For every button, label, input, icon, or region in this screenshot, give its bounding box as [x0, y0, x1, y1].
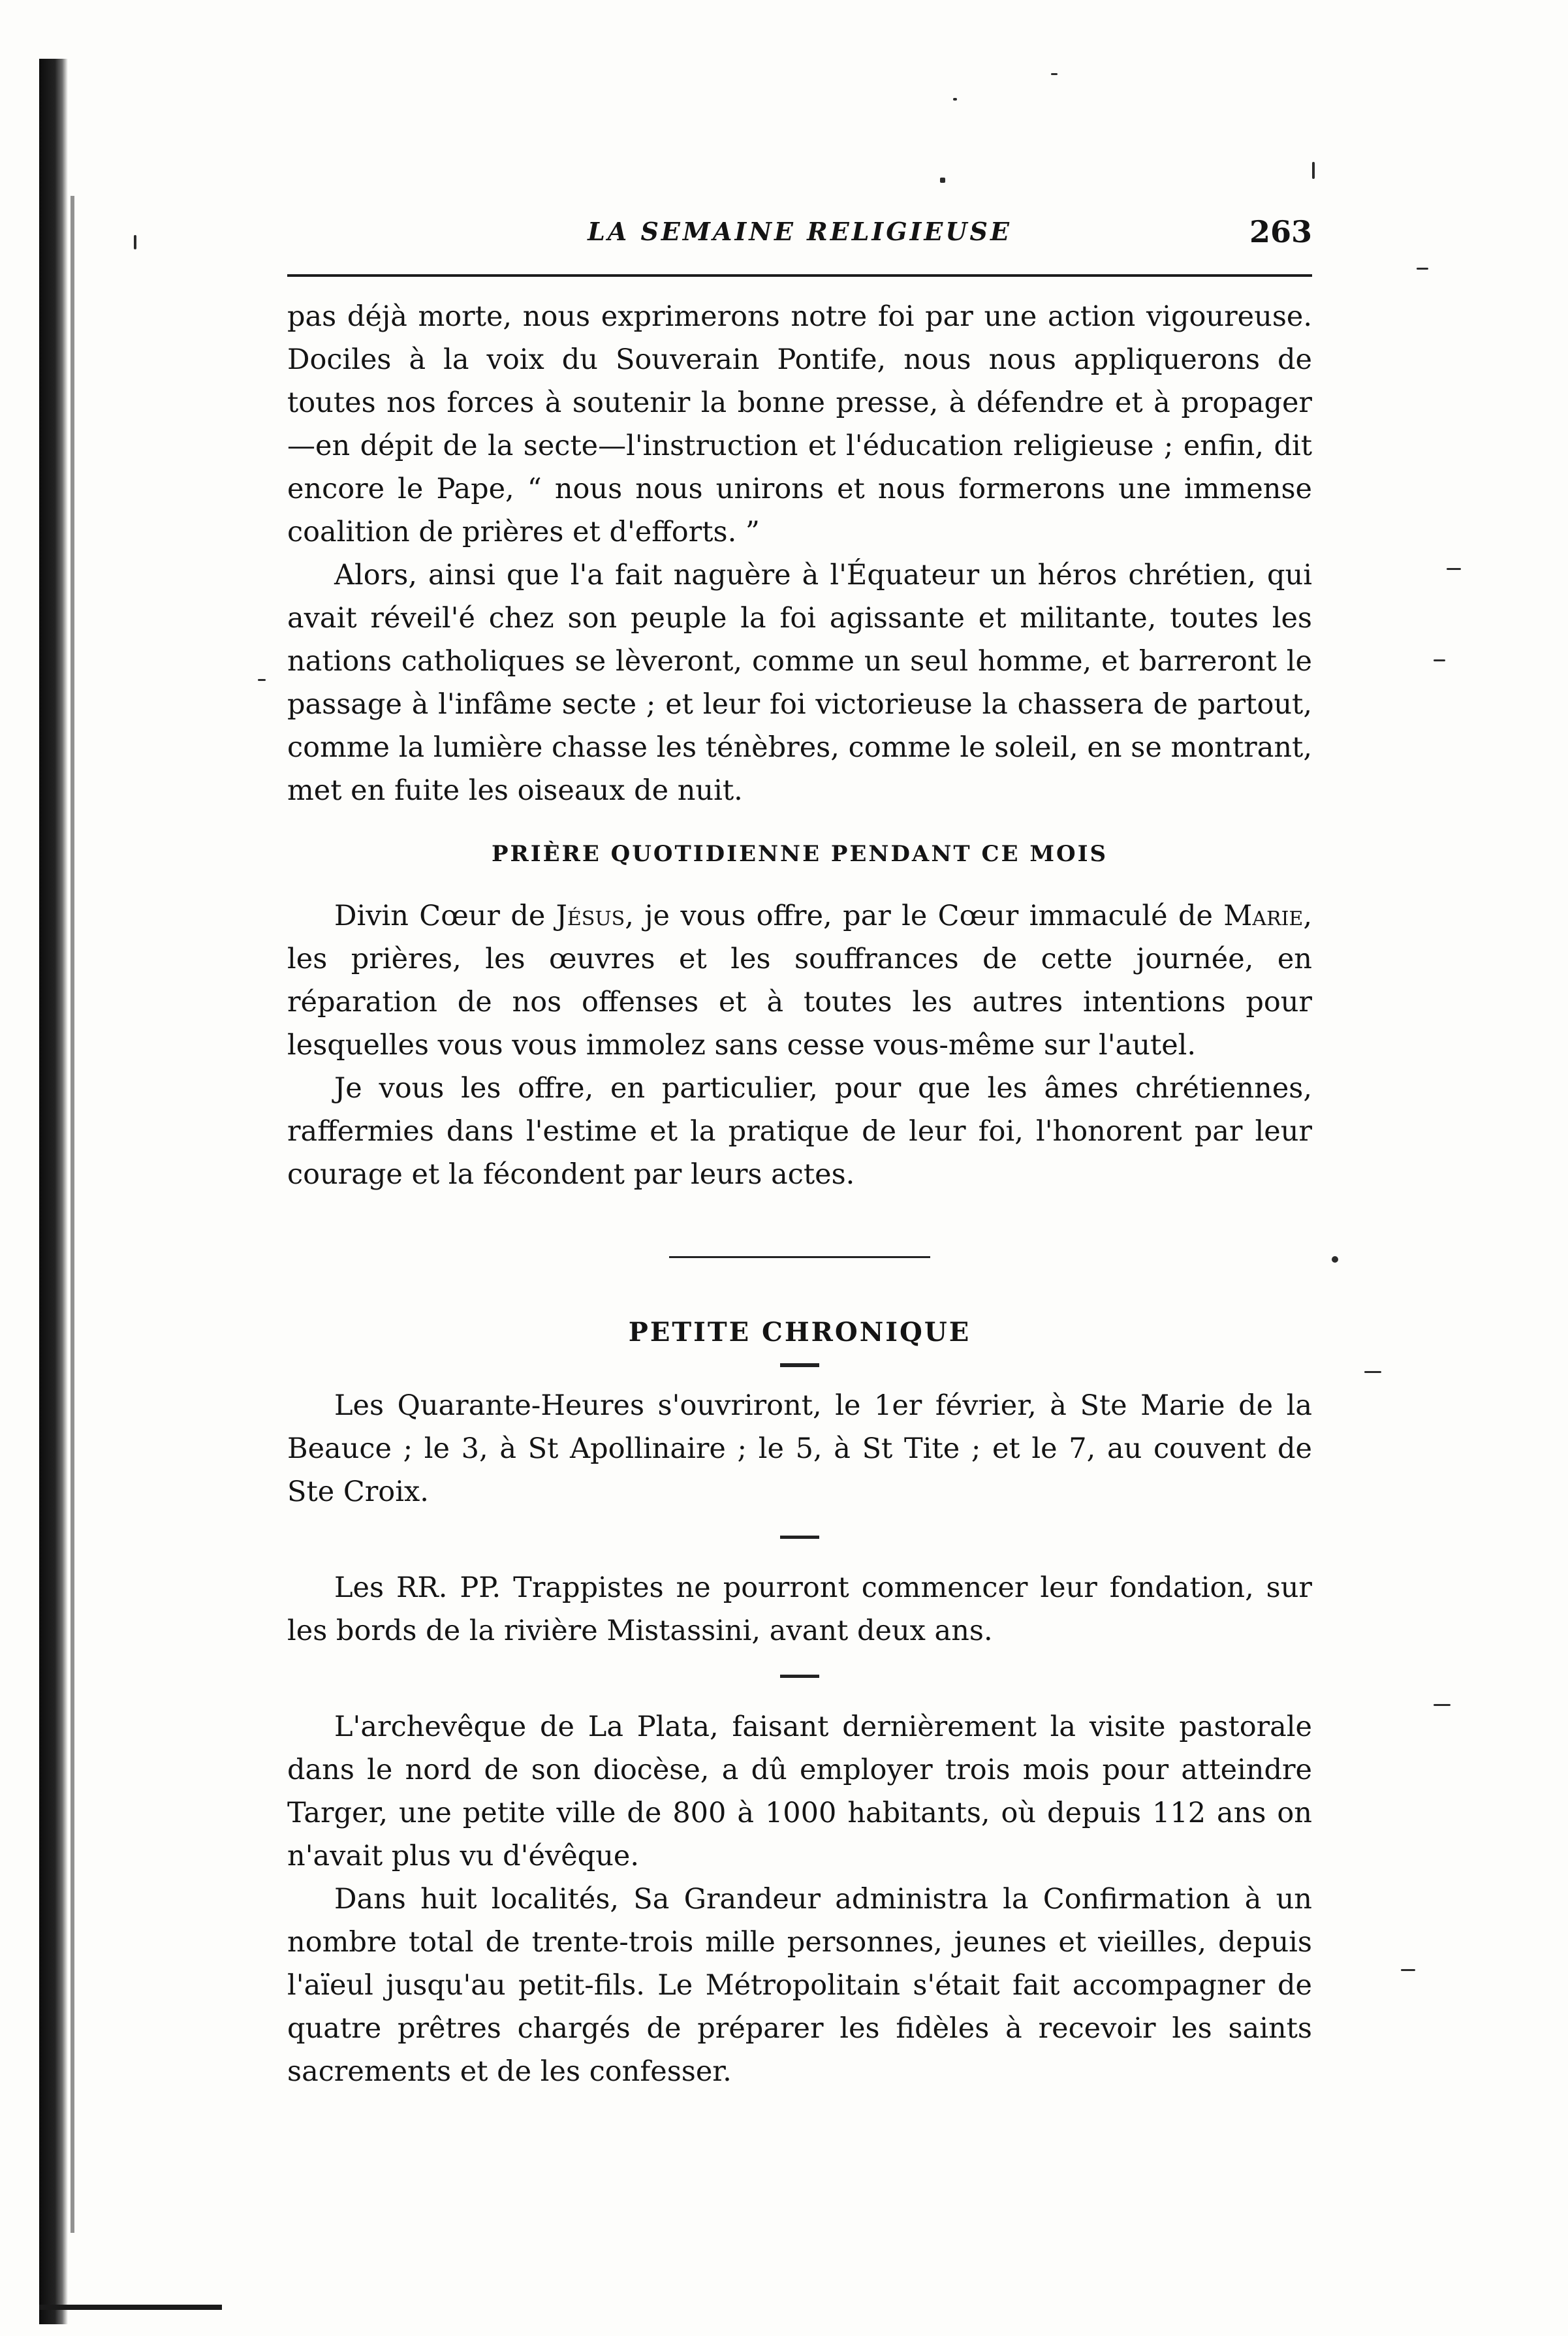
binding-foot-mark [39, 2305, 222, 2310]
scan-speck [1312, 162, 1315, 179]
priere-text-a: Divin Cœur de [334, 900, 556, 932]
priere-text-c: , les prières, les œuvres et les souffrances de cette journée, en réparation de nos offenses et à toutes les autres intentions pour lesquelles vous vous immolez sans cesse vous-même sur l'autel. [287, 900, 1312, 1062]
binding-shadow [39, 59, 68, 2324]
chronique-item-quarante-heures: Les Quarante-Heures s'ouvriront, le 1er février, à Ste Marie de la Beauce ; le 3, à St Apollinaire ; le 5, à St Tite ; et le 7, au couvent de Ste Croix. [287, 1389, 1312, 1508]
scan-speck [1434, 659, 1445, 661]
chronique-item-la-plata: L'archevêque de La Plata, faisant dernièrement la visite pastorale dans le nord de son diocèse, a dû employer trois mois pour atteindre Targer, une petite ville de 800 à 1000 habitants, où depuis 112 ans on n'avait plus vu d'évêque. [287, 1711, 1312, 1872]
scan-speck [134, 235, 136, 249]
priere-text-b: , je vous offre, par le Cœur immaculé de [625, 900, 1224, 932]
scan-speck [1434, 1704, 1450, 1706]
scan-speck [953, 98, 957, 101]
section-separator [669, 1256, 930, 1258]
scan-speck [940, 178, 945, 183]
title-dash [780, 1363, 819, 1367]
paragraph-continued: pas déjà morte, nous exprimerons notre foi par une action vigoureuse. Dociles à la voix du Souverain Pontife, nous nous appliquerons de toutes nos forces à soutenir la bonne presse, à défendre et à propager—en dépit de la secte—l'instruction et l'éducation religieuse ; enfin, dit encore le Pape, “ nous nous unirons et nous formerons une immense coalition de prières et d'efforts. ” [287, 300, 1312, 548]
chronique-title: PETITE CHRONIQUE [628, 1317, 971, 1348]
item-dash [780, 1536, 819, 1539]
scan-speck [1051, 73, 1058, 75]
scan-speck [1417, 268, 1428, 270]
scan-speck [258, 679, 266, 681]
priere-paragraph-1 [287, 894, 1312, 1067]
running-head-title: LA SEMAINE RELIGIEUSE [588, 217, 1012, 246]
chronique-item-confirmation: Dans huit localités, Sa Grandeur administra la Confirmation à un nombre total de trente-trois mille personnes, jeunes et vieilles, depuis l'aïeul jusqu'au petit-fils. Le Métropolitain s'était fait accompagner de quatre prêtres chargés de préparer les fidèles à recevoir les saints sacrements et de les confesser. [287, 1883, 1312, 2088]
paragraph-alors: Alors, ainsi que l'a fait naguère à l'Équateur un héros chrétien, qui avait réveil'é chez son peuple la foi agissante et militante, toutes les nations catholiques se lèveront, comme un seul homme, et barreront le passage à l'infâme secte ; et leur foi victorieuse la chassera de partout, comme la lumière chasse les ténèbres, comme le soleil, en se montrant, met en fuite les oiseaux de nuit. [287, 559, 1312, 807]
chronique-item-trappistes: Les RR. PP. Trappistes ne pourront commencer leur fondation, sur les bords de la rivière Mistassini, avant deux ans. [287, 1571, 1312, 1647]
binding-shadow-inner [71, 196, 74, 2233]
item-dash [780, 1675, 819, 1678]
scan-speck [1332, 1256, 1338, 1263]
name-marie: Marie [1223, 900, 1304, 932]
scan-speck [1401, 1969, 1415, 1971]
priere-heading: PRIÈRE QUOTIDIENNE PENDANT CE MOIS [491, 841, 1108, 867]
priere-paragraph-2: Je vous les offre, en particulier, pour que les âmes chrétiennes, raffermies dans l'estime et la pratique de leur foi, l'honorent par leur courage et la fécondent par leurs actes. [287, 1072, 1312, 1191]
text-column [287, 295, 1312, 2093]
scan-speck [1364, 1371, 1381, 1373]
header-rule [287, 274, 1312, 277]
running-head [287, 214, 1312, 253]
page-number: 263 [1249, 214, 1312, 249]
name-jesus: Jésus [556, 900, 625, 932]
scan-speck [1447, 568, 1461, 570]
